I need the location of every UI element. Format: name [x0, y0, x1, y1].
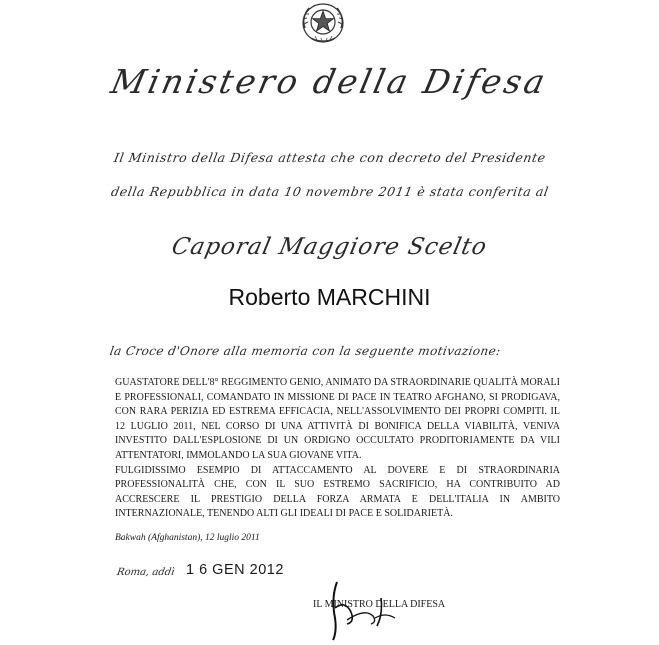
place-date: Bakwah (Afghanistan), 12 luglio 2011: [115, 533, 260, 543]
recipient-name: Roberto MARCHINI: [228, 284, 431, 310]
award-line: la Croce d'Onore alla memoria con la seguente motivazione:: [108, 344, 502, 358]
republic-emblem-icon: [297, 0, 349, 46]
motivation-paragraph-1: GUASTATORE DELL'8° REGGIMENTO GENIO, ANIMATO DA STRAORDINARIE QUALITÀ MORALI E PROFESSIONALI, COMANDATO IN MISSIONE DI PACE IN TEATRO AFGHANO, SI PRODIGAVA, CON RARA PERIZIA ED ESTREMA EFFICACIA, NELL'ASSOLVIMENTO DEI PROPRI COMPITI. IL 12 LUGLIO 2011, NEL CORSO DI UNA ATTIVITÀ DI BONIFICA DELLA VIABILITÀ, VENIVA INVESTITO DALL'ESPLOSIONE DI UN ORDIGNO OCCULTATO PRODITORIAMENTE DA VILI ATTENTATORI, IMMOLANDO LA SUA GIOVANE VITA.: [115, 377, 560, 461]
signatory-title: IL MINISTRO DELLA DIFESA: [313, 599, 446, 610]
ministry-title: Ministero della Difesa: [107, 62, 552, 101]
intro-line-1: Il Ministro della Difesa attesta che con decreto del Presidente: [112, 150, 548, 165]
stamp-date: 1 6 GEN 2012: [186, 562, 284, 578]
motivation-text: [115, 376, 560, 522]
recipient-rank: Caporal Maggiore Scelto: [169, 234, 490, 260]
signature-icon: [325, 578, 405, 644]
roma-label: Roma, addì: [116, 567, 176, 578]
intro-line-2: della Repubblica in data 10 novembre 2011 è stata conferita al: [110, 184, 550, 199]
motivation-paragraph-2: FULGIDISSIMO ESEMPIO DI ATTACCAMENTO AL DOVERE E DI STRAORDINARIA PROFESSIONALITÀ CHE, CON IL SUO ESTREMO SACRIFICIO, HA CONTRIBUITO AD ACCRESCERE IL PRESTIGIO DELLA FORZA ARMATA E DELL'ITALIA IN AMBITO INTERNAZIONALE, TENENDO ALTI GLI IDEALI DI PACE E SOLIDARIETÀ.: [115, 464, 560, 520]
